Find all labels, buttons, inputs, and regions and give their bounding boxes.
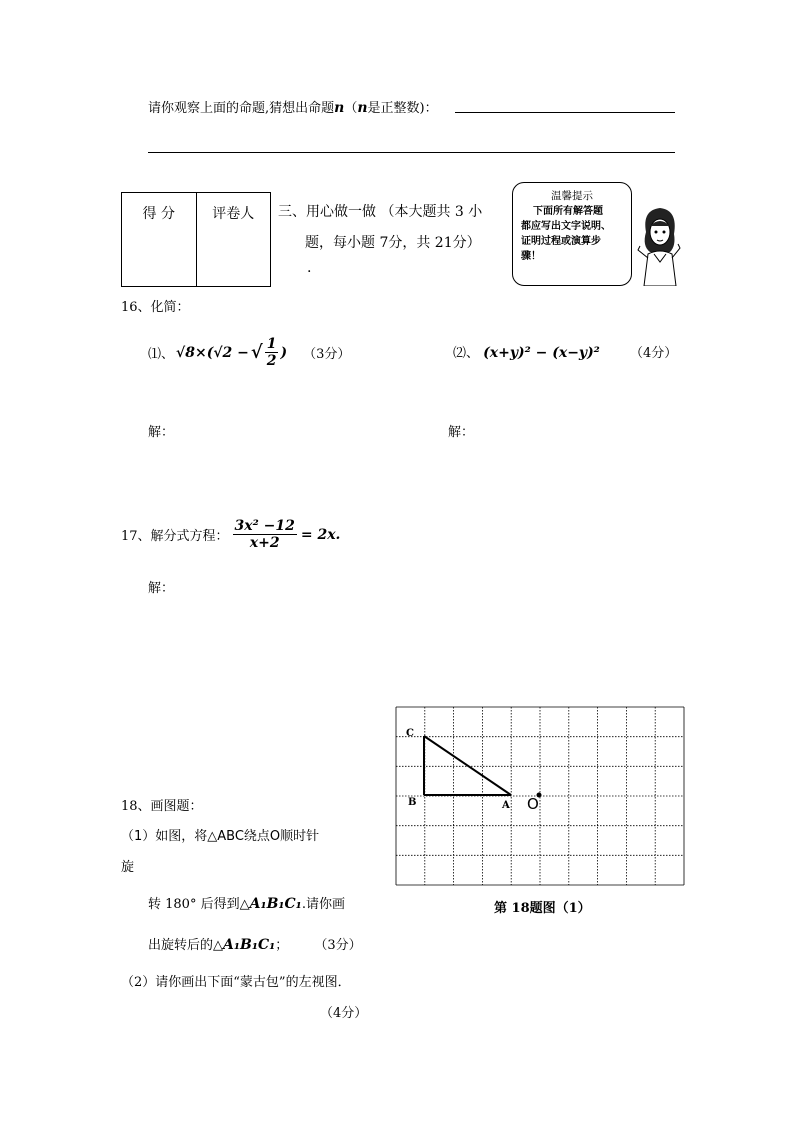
tip-line2: 都应写出文字说明、 [521, 221, 611, 232]
q17-title: 17、解分式方程： [121, 529, 229, 544]
label-b: B [408, 797, 417, 808]
q16-sqrt-sign: √ [250, 342, 263, 363]
section3-line3: . [307, 260, 312, 276]
q18-title: 18、画图题： [121, 799, 203, 814]
figure-caption: 第 18题图（1） [494, 901, 591, 916]
tip-line4: 骤！ [521, 251, 541, 262]
q18-semicolon: ； [275, 938, 289, 953]
n-variable: n [334, 100, 345, 116]
q16-part1 [148, 336, 350, 369]
q18-part1-line1: （1）如图，将△ABC绕点O顺时针 [121, 829, 320, 844]
q17-answer: 解： [148, 581, 175, 596]
q16-part1-points: （3分） [303, 347, 351, 362]
q18-draw-text: .请你画 [301, 897, 345, 912]
label-a: A [502, 800, 510, 811]
q17-numerator: 3x² −12 [234, 518, 295, 534]
q16-part1-fraction [265, 336, 279, 369]
conjecture-prompt [148, 97, 438, 116]
conjecture-text: 请你观察上面的命题,猜想出命题 [148, 101, 335, 116]
q16-part2-label: ⑵、 [453, 346, 480, 361]
q16-fraction-den: 2 [266, 353, 277, 369]
section3-line1: 三、用心做一做 （本大题共 3 小 [278, 204, 483, 220]
n-note-open: （ [344, 101, 358, 116]
q16-part1-label: ⑴、 [148, 347, 175, 362]
score-cell: 得 分 [142, 206, 175, 222]
q18-after-rotate-text: 出旋转后的△ [148, 938, 223, 953]
q18-part1-line4 [148, 934, 362, 953]
score-table [121, 192, 271, 287]
q16-part2 [453, 342, 677, 361]
label-o: O [527, 795, 539, 813]
grid-figure [395, 706, 685, 886]
q18-triangle-label-1: A₁B₁C₁ [249, 896, 302, 912]
n-note: 是正整数)： [367, 101, 438, 116]
triangle-side-ca [424, 736, 511, 795]
n-note-variable: n [357, 100, 368, 116]
q18-part2-points: （4分） [320, 1006, 368, 1021]
q16-answer1: 解： [148, 425, 175, 440]
q17-rhs: = 2x. [300, 526, 341, 543]
q18-part1-line2: 旋 [121, 860, 135, 875]
q16-fraction-num: 1 [266, 336, 277, 352]
q18-part1-points: （3分） [314, 938, 362, 953]
q16-answer2: 解： [448, 425, 475, 440]
q16-part2-points: （4分） [629, 346, 678, 361]
q18-part1-line3 [148, 893, 345, 912]
q18-rotate-text: 转 180° 后得到△ [148, 897, 250, 912]
tip-line3: 证明过程或演算步 [521, 236, 601, 247]
q16-part2-expr: (x+y)² − (x−y)² [483, 345, 600, 361]
answer-line-2 [148, 152, 675, 153]
q16-part1-close: ) [280, 344, 288, 361]
q16-part1-expr: √8×(√2 − [176, 344, 249, 361]
q16-title: 16、化简： [121, 300, 190, 315]
cartoon-teacher-illustration [636, 202, 682, 286]
tip-line1: 下面所有解答题 [533, 206, 603, 217]
q17-equation [121, 518, 340, 551]
label-c: C [406, 728, 414, 739]
q18-triangle-label-2: A₁B₁C₁ [223, 937, 276, 953]
section3-line2: 题，每小题 7分，共 21分） [305, 235, 481, 251]
q18-part2-line: （2）请你画出下面“蒙古包”的左视图． [121, 975, 351, 990]
q17-denominator: x+2 [249, 535, 280, 551]
tip-title: 温馨提示 [551, 190, 593, 202]
answer-line-1 [455, 112, 675, 113]
q17-fraction [233, 518, 297, 551]
grader-cell: 评卷人 [196, 193, 271, 286]
tip-box [512, 182, 632, 286]
